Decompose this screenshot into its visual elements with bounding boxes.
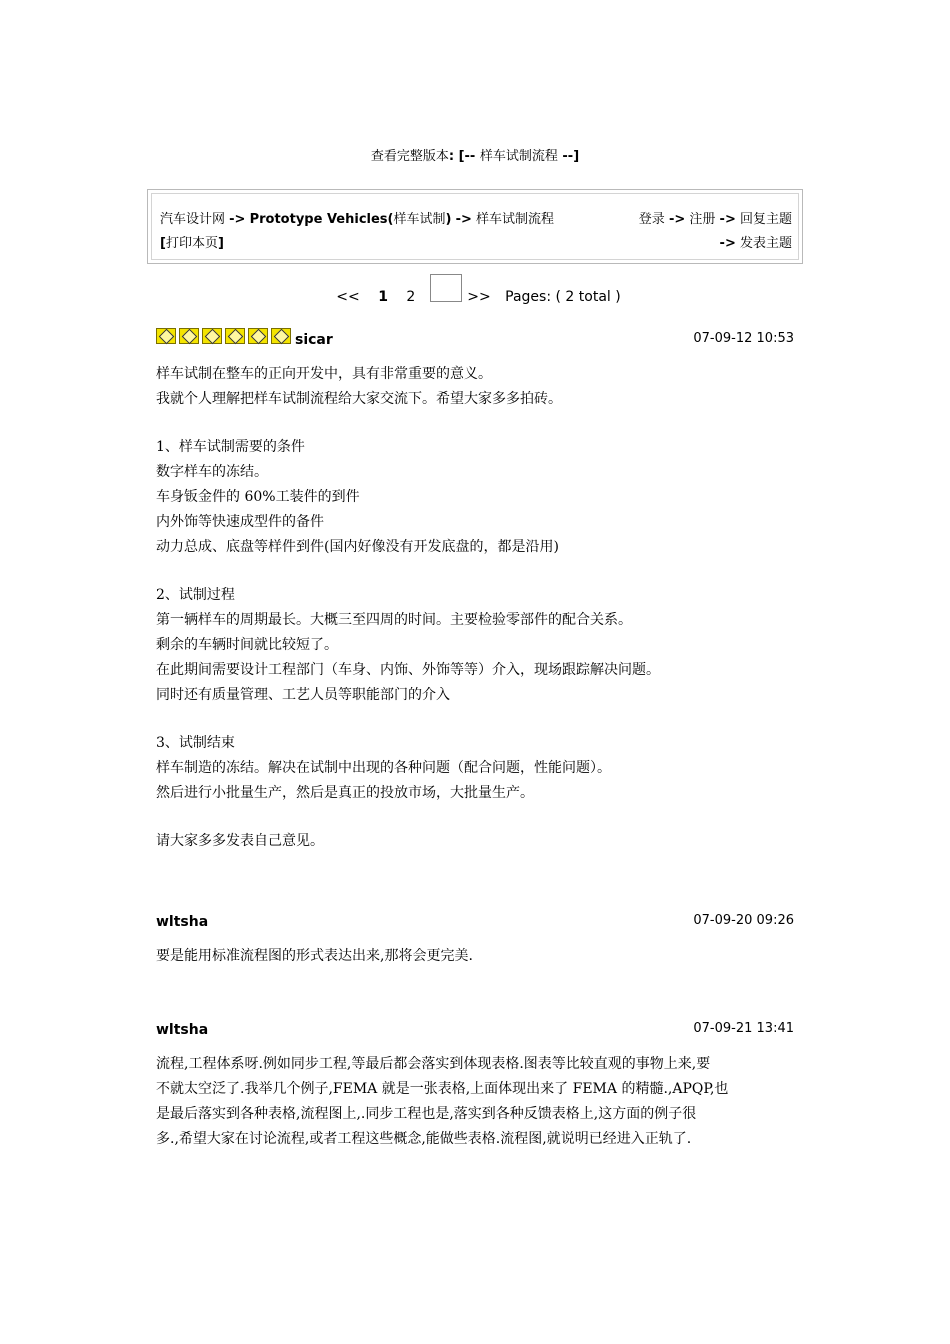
user-arrow: ->: [668, 212, 686, 227]
user-arrow: ->: [719, 212, 736, 227]
post-line: 我就个人理解把样车试制流程给大家交流下。希望大家多多拍砖。: [156, 391, 562, 407]
print-close: ]: [217, 236, 224, 251]
post-line: 数字样车的冻结。: [156, 464, 268, 480]
post-line: 同时还有质量管理、工艺人员等职能部门的介入: [156, 687, 450, 703]
post-line: 内外饰等快速成型件的备件: [156, 514, 324, 530]
breadcrumb-site-link[interactable]: 汽车设计网: [160, 212, 226, 227]
post-line: 在此期间需要设计工程部门（车身、内饰、外饰等等）介入，现场跟踪解决问题。: [156, 662, 660, 678]
full-version-end: --]: [557, 149, 580, 164]
breadcrumb-arrow: ->: [229, 212, 246, 227]
post-header: [156, 1012, 794, 1038]
breadcrumb-thread-link[interactable]: 样车试制流程: [476, 212, 555, 227]
post-line: 3、试制结束: [156, 735, 235, 751]
reply-topic-link[interactable]: 回复主题: [739, 212, 792, 227]
post: [156, 904, 794, 969]
post-author: [156, 328, 333, 348]
post-line: 1、样车试制需要的条件: [156, 439, 305, 455]
user-arrow: ->: [719, 236, 736, 251]
register-link[interactable]: 注册: [689, 212, 716, 227]
blank-line: [156, 560, 794, 583]
rank-star-icon: [225, 328, 245, 344]
pager-page-1: 1: [378, 289, 388, 305]
page-jump-input[interactable]: [430, 274, 462, 302]
author-name[interactable]: sicar: [295, 332, 333, 348]
post-line: 2、试制过程: [156, 587, 235, 603]
post-line: 不就太空泛了.我举几个例子,FEMA 就是一张表格,上面体现出来了 FEMA 的精髓.,APQP,也: [156, 1081, 729, 1097]
blank-line: [156, 806, 794, 829]
login-link[interactable]: 登录: [638, 212, 665, 227]
post-line: 是最后落实到各种表格,流程图上,.同步工程也是,落实到各种反馈表格上,这方面的例子很: [156, 1106, 697, 1122]
post-line: 请大家多多发表自己意见。: [156, 833, 324, 849]
post-body: [156, 1052, 794, 1152]
print-label: 打印本页: [165, 236, 218, 251]
post: [156, 322, 794, 854]
post-line: 第一辆样车的周期最长。大概三至四周的时间。主要检验零部件的配合关系。: [156, 612, 632, 628]
post-date: 07-09-20 09:26: [693, 913, 794, 928]
user-links: [639, 208, 792, 256]
pager-prev[interactable]: <<: [336, 289, 360, 305]
breadcrumb-forum-link[interactable]: [250, 212, 452, 227]
pager-page-2[interactable]: 2: [406, 289, 416, 305]
breadcrumb-forum-cn: 样车试制: [393, 212, 446, 227]
rank-star-icon: [271, 328, 291, 344]
pager-next[interactable]: >>: [467, 289, 491, 305]
rank-star-icon: [202, 328, 222, 344]
breadcrumb-forum-close: ): [445, 212, 452, 227]
post-line: 剩余的车辆时间就比较短了。: [156, 637, 338, 653]
thread-title: 样车试制流程: [479, 149, 558, 164]
blank-line: [156, 708, 794, 731]
full-version-label: 查看完整版本: [370, 149, 449, 164]
post-line: 要是能用标准流程图的形式表达出来,那将会更完美.: [156, 948, 473, 964]
breadcrumb-forum-label: Prototype Vehicles(: [249, 212, 394, 227]
post-line: 动力总成、底盘等样件到件(国内好像没有开发底盘的，都是沿用): [156, 539, 559, 555]
pagination: [0, 273, 950, 305]
post-header: [156, 904, 794, 930]
blank-line: [156, 412, 794, 435]
full-version-link[interactable]: [0, 145, 950, 164]
pager-summary: Pages: ( 2 total ): [505, 289, 621, 305]
post-line: 样车制造的冻结。解决在试制中出现的各种问题（配合问题，性能问题）。: [156, 760, 611, 776]
post-body: [156, 944, 794, 969]
post-header: [156, 322, 794, 348]
navigation-box: [147, 189, 803, 264]
rank-star-icon: [179, 328, 199, 344]
post-line: 样车试制在整车的正向开发中，具有非常重要的意义。: [156, 366, 492, 382]
post-date: 07-09-12 10:53: [693, 331, 794, 346]
post: [156, 1012, 794, 1152]
rank-stars: [156, 328, 294, 348]
post-date: 07-09-21 13:41: [693, 1021, 794, 1036]
post-line: 车身钣金件的 60%工装件的到件: [156, 489, 360, 505]
full-version-sep: : [--: [448, 149, 480, 164]
post-body: [156, 362, 794, 854]
breadcrumb: [160, 208, 570, 256]
rank-star-icon: [248, 328, 268, 344]
post-line: 流程,工程体系呀.例如同步工程,等最后都会落实到体现表格.图表等比较直观的事物上来,要: [156, 1056, 711, 1072]
rank-star-icon: [156, 328, 176, 344]
post-author[interactable]: wltsha: [156, 914, 209, 930]
post-line: 然后进行小批量生产，然后是真正的投放市场，大批量生产。: [156, 785, 534, 801]
post-line: 多.,希望大家在讨论流程,或者工程这些概念,能做些表格.流程图,就说明已经进入正轨了.: [156, 1131, 692, 1147]
new-topic-link[interactable]: 发表主题: [739, 236, 792, 251]
breadcrumb-arrow: ->: [455, 212, 472, 227]
post-author[interactable]: wltsha: [156, 1022, 209, 1038]
print-open: [: [160, 236, 166, 251]
print-link[interactable]: [160, 236, 224, 251]
